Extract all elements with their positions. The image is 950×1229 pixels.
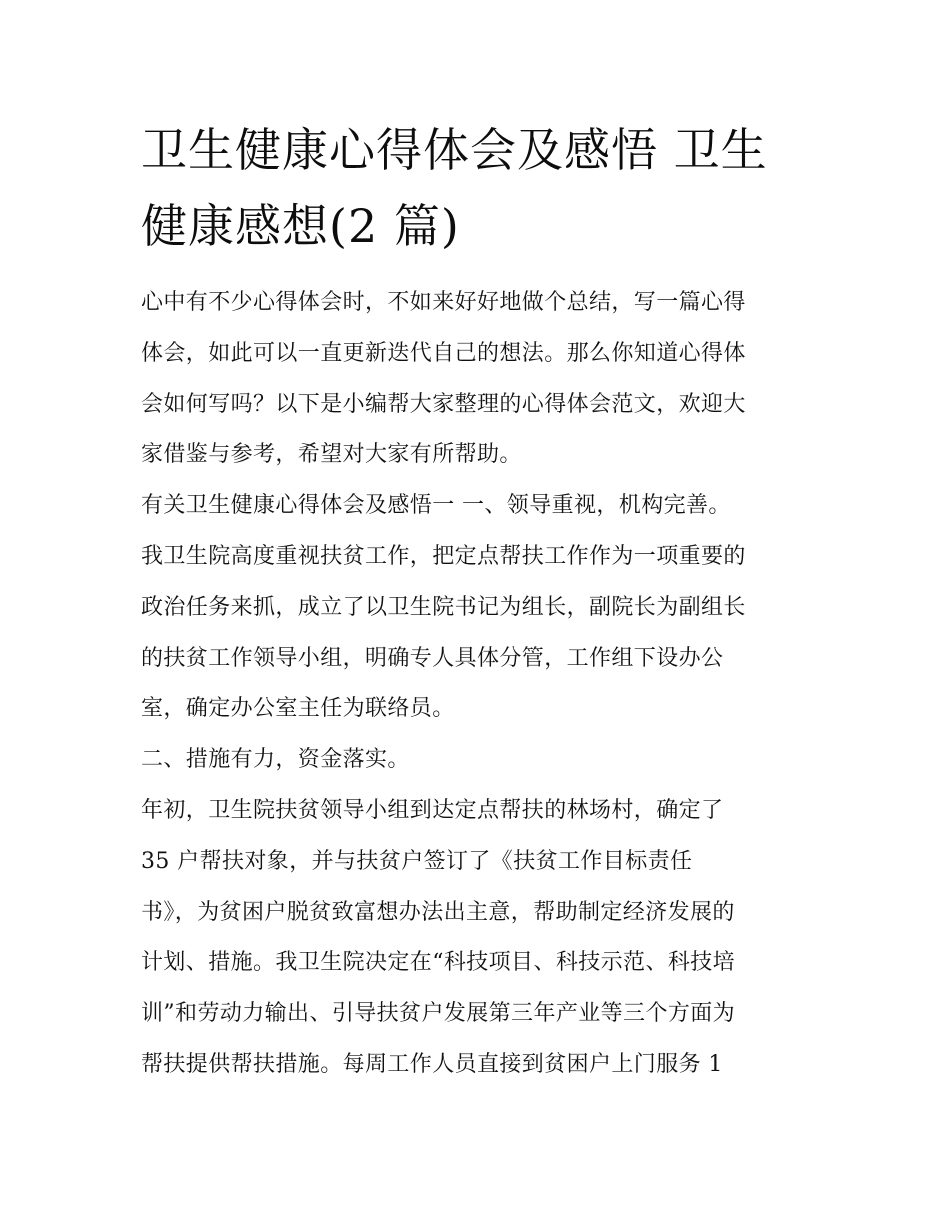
document-title bbox=[141, 112, 813, 264]
body-line: 训”和劳动力输出、引导扶贫户发展第三年产业等三个方面为 bbox=[141, 1001, 736, 1027]
body-line: 二、措施有力，资金落实。 bbox=[141, 747, 410, 773]
body-line: 家借鉴与参考，希望对大家有所帮助。 bbox=[141, 442, 522, 468]
body-line: 书》，为贫困户脱贫致富想办法出主意，帮助制定经济发展的 bbox=[141, 899, 735, 925]
body-line: 会如何写吗？以下是小编帮大家整理的心得体会范文，欢迎大 bbox=[141, 391, 746, 417]
document-page bbox=[141, 112, 813, 1091]
body-line: 心中有不少心得体会时，不如来好好地做个总结，写一篇心得 bbox=[141, 290, 746, 315]
body-line: 室，确定办公室主任为联络员。 bbox=[141, 696, 455, 722]
body-line: 体会，如此可以一直更新迭代自己的想法。那么你知道心得体 bbox=[141, 340, 746, 366]
body-line: 年初，卫生院扶贫领导小组到达定点帮扶的林场村，确定了 bbox=[141, 797, 724, 823]
body-line: 的扶贫工作领导小组，明确专人具体分管，工作组下设办公 bbox=[141, 645, 724, 671]
document-body bbox=[141, 278, 813, 1091]
body-line: 有关卫生健康心得体会及感悟一 一、领导重视，机构完善。 bbox=[141, 493, 731, 519]
title-line: 卫生健康心得体会及感悟 卫生 bbox=[141, 123, 768, 177]
body-line: 帮扶提供帮扶措施。每周工作人员直接到贫困户上门服务 1 bbox=[141, 1051, 723, 1077]
body-line: 计划、措施。我卫生院决定在“科技项目、科技示范、科技培 bbox=[141, 950, 736, 976]
body-line: 我卫生院高度重视扶贫工作，把定点帮扶工作作为一项重要的 bbox=[141, 543, 746, 569]
body-line: 政治任务来抓，成立了以卫生院书记为组长，副院长为副组长 bbox=[141, 594, 746, 620]
title-line: 健康感想(2 篇) bbox=[141, 199, 460, 253]
body-line: 35 户帮扶对象，并与扶贫户签订了《扶贫工作目标责任 bbox=[141, 848, 693, 874]
